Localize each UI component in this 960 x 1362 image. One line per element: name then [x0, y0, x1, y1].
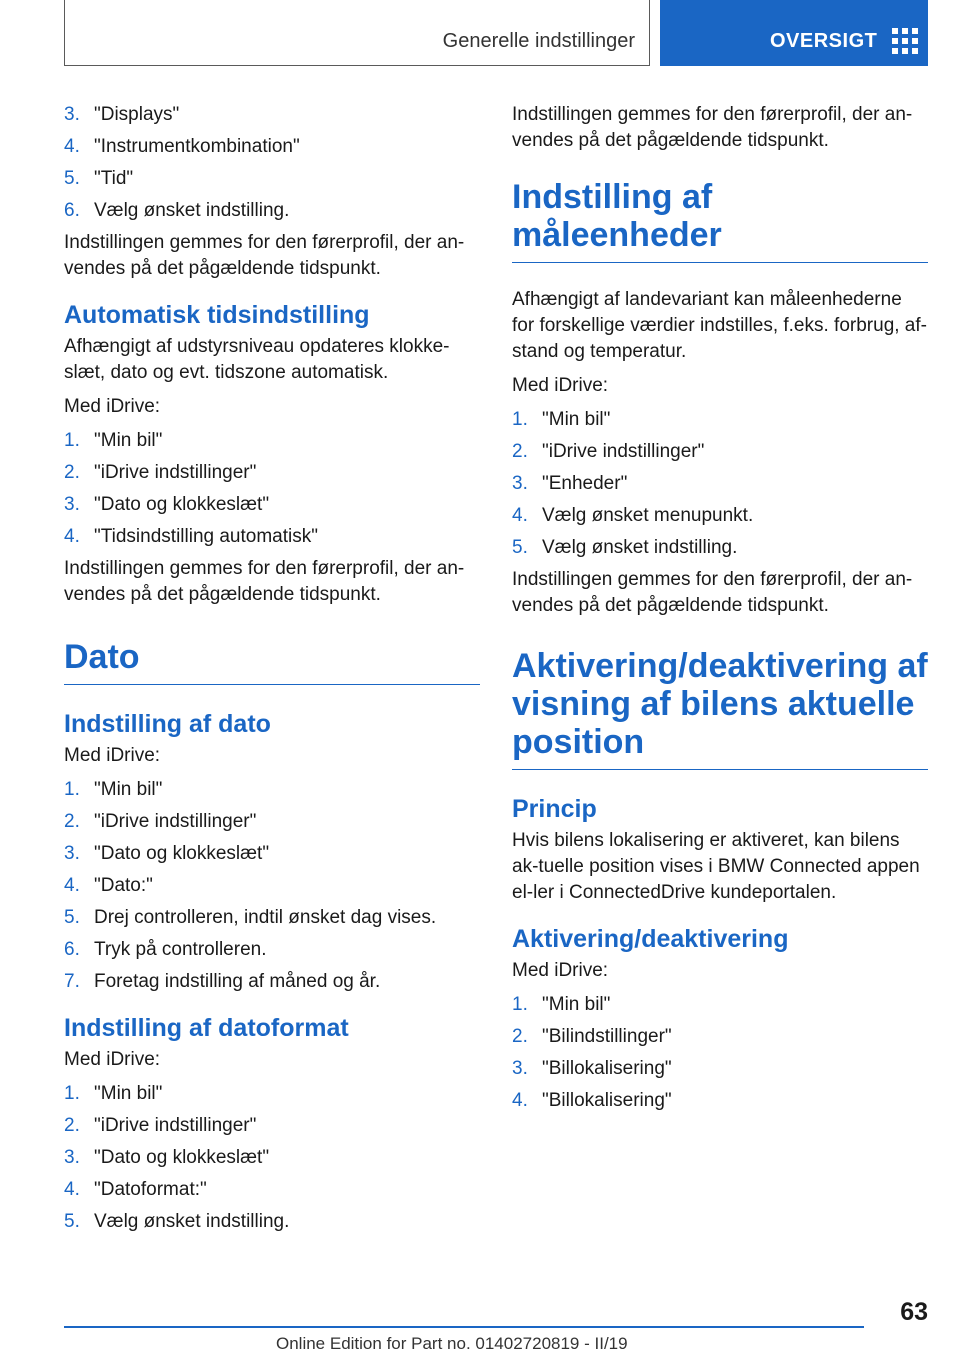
list-text: "Tidsindstilling automatisk": [94, 526, 318, 547]
list-item: [512, 1088, 928, 1114]
list-item: [64, 1145, 480, 1171]
heading-date-format: Indstilling af datoformat: [64, 1014, 349, 1042]
overview-label: OVERSIGT: [770, 30, 878, 52]
left-column: [64, 102, 480, 1241]
list-number: 6.: [64, 939, 80, 960]
list-text: Tryk på controlleren.: [94, 939, 267, 960]
list-number: 3.: [512, 1058, 528, 1079]
list-item: [64, 841, 480, 867]
list-text: "iDrive indstillinger": [542, 441, 705, 462]
list-number: 6.: [64, 200, 80, 221]
list-item: [64, 166, 480, 192]
heading-activation: Aktivering/deaktivering: [512, 925, 789, 953]
paragraph: Med iDrive:: [512, 375, 609, 396]
paragraph: Hvis bilens lokalisering er aktiveret, kan bilens ak-tuelle position vises i BMW Connected appen el-ler i ConnectedDrive kundeportalen.: [512, 830, 920, 903]
list-text: "Dato og klokkeslæt": [94, 1147, 270, 1168]
list-item: [512, 1024, 928, 1050]
list-text: "iDrive indstillinger": [94, 1115, 257, 1136]
list-number: 2.: [512, 441, 528, 462]
list-number: 1.: [512, 409, 528, 430]
list-text: "Billokalisering": [542, 1058, 672, 1079]
list-item: [64, 777, 480, 803]
list-text: "Dato:": [94, 875, 153, 896]
list-text: Vælg ønsket indstilling.: [94, 1211, 290, 1232]
list-number: 2.: [64, 462, 80, 483]
heading-units: Indstilling af måleenheder: [512, 178, 928, 263]
page-header: [64, 0, 928, 66]
list-item: [64, 492, 480, 518]
list-text: Vælg ønsket menupunkt.: [542, 505, 754, 526]
list-item: [64, 905, 480, 931]
list-number: 4.: [64, 1179, 80, 1200]
overview-button[interactable]: [660, 0, 928, 66]
list-text: "iDrive indstillinger": [94, 811, 257, 832]
list-item: [64, 1177, 480, 1203]
right-column: [512, 102, 928, 1120]
list-item: [512, 439, 928, 465]
paragraph: Indstillingen gemmes for den førerprofil, der an-vendes på det pågældende tidspunkt.: [512, 569, 913, 616]
list-text: "Displays": [94, 104, 180, 125]
list-item: [512, 992, 928, 1018]
list-item: [64, 809, 480, 835]
list-number: 3.: [512, 473, 528, 494]
list-number: 5.: [64, 1211, 80, 1232]
list-item: [512, 1056, 928, 1082]
list-text: Foretag indstilling af måned og år.: [94, 971, 381, 992]
list-item: [64, 428, 480, 454]
steps-list: [64, 428, 480, 550]
list-number: 1.: [512, 994, 528, 1015]
list-number: 4.: [64, 136, 80, 157]
list-number: 3.: [64, 843, 80, 864]
heading-position-toggle: Aktivering/deaktivering af visning af bilens aktuelle position: [512, 647, 928, 770]
list-text: "Min bil": [542, 994, 611, 1015]
list-text: Drej controlleren, indtil ønsket dag vises.: [94, 907, 437, 928]
section-tab[interactable]: [64, 0, 650, 66]
list-text: "Bilindstillinger": [542, 1026, 672, 1047]
list-text: "Instrumentkombination": [94, 136, 300, 157]
heading-date: Dato: [64, 638, 480, 685]
list-item: [512, 471, 928, 497]
paragraph: Indstillingen gemmes for den førerprofil, der an-vendes på det pågældende tidspunkt.: [64, 558, 465, 605]
list-number: 4.: [64, 875, 80, 896]
list-text: "Billokalisering": [542, 1090, 672, 1111]
list-text: "Min bil": [94, 779, 163, 800]
list-item: [64, 873, 480, 899]
list-number: 5.: [512, 537, 528, 558]
list-item: [512, 407, 928, 433]
list-number: 5.: [64, 907, 80, 928]
list-number: 3.: [64, 104, 80, 125]
list-number: 2.: [64, 811, 80, 832]
list-text: "Enheder": [542, 473, 628, 494]
list-number: 2.: [64, 1115, 80, 1136]
list-item: [64, 460, 480, 486]
section-title: Generelle indstillinger: [442, 30, 635, 52]
paragraph: Med iDrive:: [64, 1049, 161, 1070]
heading-automatic-time: Automatisk tidsindstilling: [64, 301, 370, 329]
paragraph: Indstillingen gemmes for den førerprofil, der an-vendes på det pågældende tidspunkt.: [64, 232, 465, 279]
paragraph: Afhængigt af udstyrsniveau opdateres klokke-slæt, dato og evt. tidszone automatisk.: [64, 336, 450, 383]
steps-list: [64, 102, 480, 224]
list-number: 3.: [64, 1147, 80, 1168]
heading-principle: Princip: [512, 795, 597, 823]
list-item: [512, 503, 928, 529]
list-number: 4.: [512, 505, 528, 526]
list-number: 1.: [64, 430, 80, 451]
list-number: 4.: [64, 526, 80, 547]
list-number: 3.: [64, 494, 80, 515]
list-text: "Datoformat:": [94, 1179, 207, 1200]
list-item: [64, 937, 480, 963]
steps-list: [512, 992, 928, 1114]
heading-set-date: Indstilling af dato: [64, 710, 271, 738]
list-text: "Dato og klokkeslæt": [94, 843, 270, 864]
list-text: "Dato og klokkeslæt": [94, 494, 270, 515]
steps-list: [512, 407, 928, 561]
footer-divider: [64, 1326, 864, 1328]
list-number: 7.: [64, 971, 80, 992]
list-item: [64, 198, 480, 224]
paragraph: Indstillingen gemmes for den førerprofil, der an-vendes på det pågældende tidspunkt.: [512, 104, 913, 151]
page-number: 63: [900, 1298, 928, 1326]
paragraph: Med iDrive:: [512, 960, 609, 981]
list-number: 5.: [64, 168, 80, 189]
list-text: "Tid": [94, 168, 134, 189]
list-item: [64, 1081, 480, 1107]
list-text: "Min bil": [94, 1083, 163, 1104]
list-text: "iDrive indstillinger": [94, 462, 257, 483]
paragraph: Med iDrive:: [64, 396, 161, 417]
list-item: [64, 969, 480, 995]
paragraph: Afhængigt af landevariant kan måleenhederne for forskellige værdier indstilles, f.eks. forbrug, af-stand og temperatur.: [512, 289, 927, 362]
grid-icon: [892, 28, 918, 54]
list-item: [64, 1209, 480, 1235]
list-text: "Min bil": [542, 409, 611, 430]
list-text: Vælg ønsket indstilling.: [542, 537, 738, 558]
steps-list: [64, 777, 480, 995]
list-item: [512, 535, 928, 561]
paragraph: Med iDrive:: [64, 745, 161, 766]
list-number: 1.: [64, 1083, 80, 1104]
list-item: [64, 134, 480, 160]
edition-note: Online Edition for Part no. 01402720819 - II/19: [276, 1334, 628, 1353]
list-text: Vælg ønsket indstilling.: [94, 200, 290, 221]
list-item: [64, 102, 480, 128]
list-item: [64, 524, 480, 550]
list-number: 4.: [512, 1090, 528, 1111]
list-item: [64, 1113, 480, 1139]
list-text: "Min bil": [94, 430, 163, 451]
list-number: 1.: [64, 779, 80, 800]
list-number: 2.: [512, 1026, 528, 1047]
steps-list: [64, 1081, 480, 1235]
